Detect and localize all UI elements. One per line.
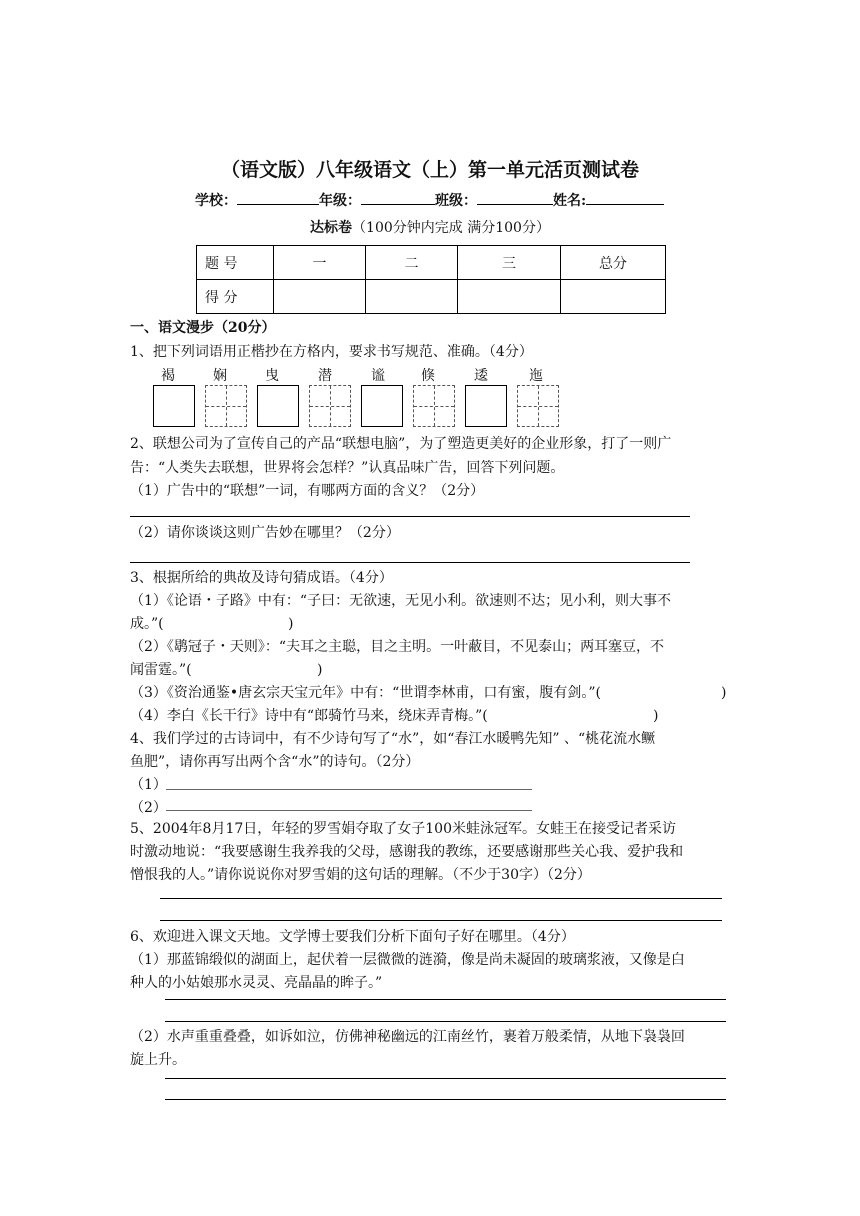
q1-word: 谧 <box>371 368 385 384</box>
q1-word: 褐 <box>161 368 175 384</box>
score-cell[interactable] <box>366 280 458 314</box>
grid-writing-box[interactable] <box>309 385 351 427</box>
name-label: 姓名: <box>553 193 587 209</box>
answer-line[interactable] <box>165 1078 726 1079</box>
score-header-cell: 三 <box>458 246 561 280</box>
score-header-cell: 二 <box>366 246 458 280</box>
score-table-score-row <box>197 280 666 314</box>
school-field[interactable] <box>237 190 319 205</box>
question-4-2: （2） <box>130 800 167 816</box>
grid-writing-box[interactable] <box>205 385 247 427</box>
grade-label: 年级： <box>319 193 361 209</box>
writing-box[interactable] <box>465 385 507 427</box>
question-2-1: （1）广告中的“联想”一词，有哪两方面的含义？（2分） <box>130 483 485 499</box>
score-cell[interactable] <box>561 280 666 314</box>
score-row-label: 得 分 <box>197 280 274 314</box>
q1-word: 迤 <box>529 368 543 384</box>
question-5-line: 时激动地说：“我要感谢生我养我的父母，感谢我的教练，还要感谢那些关心我、爱护我和 <box>130 844 684 860</box>
score-table-header-row <box>197 246 666 280</box>
question-5-line: 憎恨我的人。”请你说说你对罗雪娟的这句话的理解。（不少于30字）（2分） <box>130 867 591 883</box>
question-3-2-close: ) <box>317 662 323 678</box>
answer-line[interactable] <box>130 562 690 563</box>
q1-word: 倏 <box>421 368 435 384</box>
question-6-2-line: 旋上升。 <box>130 1052 186 1068</box>
question-2-line: 2、联想公司为了宣传自己的产品“联想电脑”，为了塑造更美好的企业形象，打了一则广 <box>130 436 672 452</box>
page-title: （语文版）八年级语文（上）第一单元活页测试卷 <box>220 159 639 181</box>
q1-word: 潜 <box>318 368 332 384</box>
class-label: 班级： <box>435 193 477 209</box>
score-cell[interactable] <box>274 280 366 314</box>
student-info-line <box>195 190 664 210</box>
grid-writing-box[interactable] <box>413 385 455 427</box>
exam-subtitle <box>0 217 860 237</box>
grid-writing-box[interactable] <box>517 385 559 427</box>
question-3: 3、根据所给的典故及诗句猜成语。（4分） <box>130 570 393 586</box>
answer-line[interactable] <box>130 516 690 517</box>
question-2-line: 告：“人类失去联想，世界将会怎样？”认真品味广告，回答下列问题。 <box>130 460 565 476</box>
question-3-1-line: （1）《论语・子路》中有：“子曰：无欲速，无见小利。欲速则不达；见小利，则大事不 <box>130 593 672 609</box>
question-3-2-line: 闻雷霆。”( <box>130 662 192 678</box>
question-4-line: 鱼肥”，请你再写出两个含“水”的诗句。（2分） <box>130 754 420 770</box>
answer-line[interactable] <box>166 789 532 790</box>
question-3-4-close: ) <box>653 708 659 724</box>
question-6-2-line: （2）水声重重叠叠，如诉如泣，仿佛神秘幽远的江南丝竹，裹着万般柔情，从地下袅袅回 <box>130 1029 685 1045</box>
question-6-1-line: （1）那蓝锦缎似的湖面上，起伏着一层微微的涟漪，像是尚未凝固的玻璃浆液，又像是白 <box>130 952 685 968</box>
subtitle-text: 达标卷 <box>310 220 353 236</box>
question-2-2: （2）请你谈谈这则广告妙在哪里？（2分） <box>130 525 400 541</box>
q1-word: 曳 <box>265 368 279 384</box>
score-table <box>196 245 666 314</box>
question-3-4: （4）李白《长干行》诗中有“郎骑竹马来，绕床弄青梅。”( <box>130 708 488 724</box>
name-field[interactable] <box>586 190 664 205</box>
answer-line[interactable] <box>166 810 532 811</box>
question-3-1-close: ) <box>288 616 294 632</box>
subtitle-note: （100分钟内完成 满分100分） <box>352 220 550 236</box>
grade-field[interactable] <box>361 190 435 205</box>
answer-line[interactable] <box>165 999 726 1000</box>
question-3-3-close: ) <box>721 685 727 701</box>
writing-box[interactable] <box>257 385 299 427</box>
question-3-2-line: （2）《鹖冠子・天则》：“夫耳之主聪，目之主明。一叶蔽目，不见泰山；两耳塞豆，不 <box>130 639 665 655</box>
score-header-cell: 一 <box>274 246 366 280</box>
q1-word: 娴 <box>213 368 227 384</box>
class-field[interactable] <box>477 190 553 205</box>
q1-word: 逶 <box>474 368 488 384</box>
answer-line[interactable] <box>160 920 722 921</box>
score-cell[interactable] <box>458 280 561 314</box>
question-5-line: 5、2004年8月17日，年轻的罗雪娟夺取了女子100米蛙泳冠军。女蛙王在接受记者采访 <box>130 821 676 837</box>
question-6: 6、欢迎进入课文天地。文学博士要我们分析下面句子好在哪里。（4分） <box>130 929 575 945</box>
question-3-1-line: 成。”( <box>130 616 164 632</box>
question-6-1-line: 种人的小姑娘那水灵灵、亮晶晶的眸子。” <box>130 975 383 991</box>
writing-box[interactable] <box>361 385 403 427</box>
question-1: 1、把下列词语用正楷抄在方格内，要求书写规范、准确。（4分） <box>130 344 533 360</box>
writing-box[interactable] <box>153 385 195 427</box>
school-label: 学校： <box>195 193 237 209</box>
answer-line[interactable] <box>160 898 722 899</box>
answer-line[interactable] <box>165 1099 726 1100</box>
score-header-cell: 总分 <box>561 246 666 280</box>
score-header-cell: 题 号 <box>197 246 274 280</box>
question-4-line: 4、我们学过的古诗词中，有不少诗句写了“水”，如“春江水暖鸭先知” 、“桃花流水鳜 <box>130 731 656 747</box>
answer-line[interactable] <box>165 1021 726 1022</box>
question-4-1: （1） <box>130 777 167 793</box>
question-3-3: （3）《资治通鉴•唐玄宗天宝元年》中有：“世谓李林甫，口有蜜，腹有剑。”( <box>130 685 601 701</box>
section-heading: 一、语文漫步（20分） <box>130 320 276 336</box>
